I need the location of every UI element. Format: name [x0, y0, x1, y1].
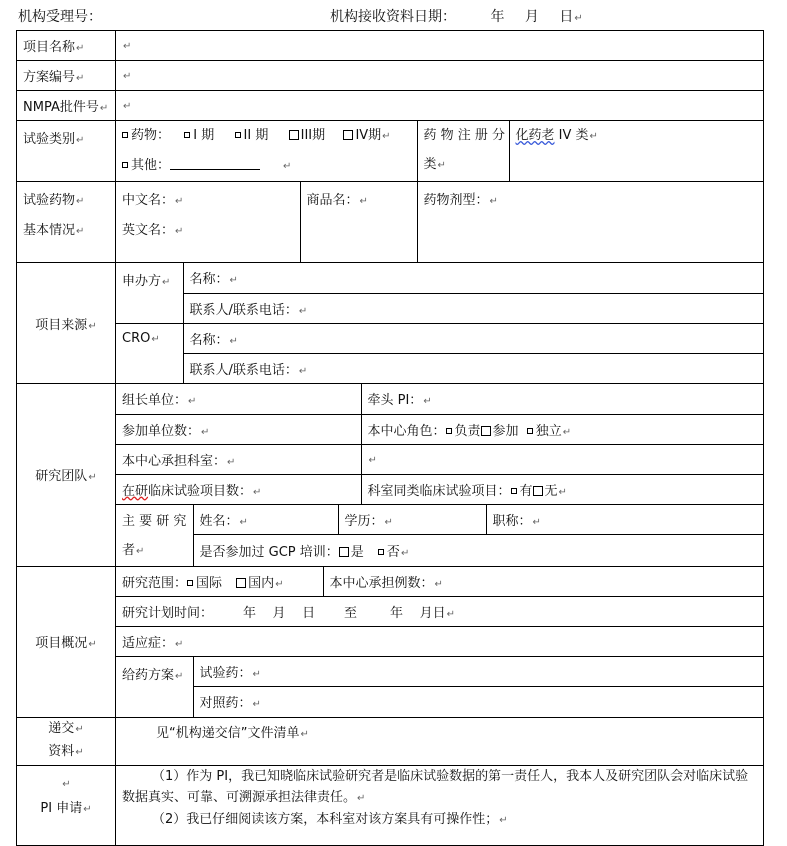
investigator-education-field[interactable]: 学历：↵: [338, 504, 486, 535]
scope-international-checkbox[interactable]: 国际: [187, 576, 222, 591]
sponsor-contact-field[interactable]: 联系人/联系电话：↵: [183, 293, 763, 323]
phase-1-checkbox[interactable]: I 期: [184, 128, 214, 143]
cro-label: CRO↵: [116, 323, 183, 383]
project-source-cell: [116, 263, 764, 384]
drug-info-cell: 中文名：↵ 英文名：↵ 商品名：↵ 药物剂型：↵: [116, 182, 764, 263]
receipt-number-label: 机构受理号：: [18, 9, 102, 25]
date-year: 年: [490, 9, 505, 25]
pi-declaration-paragraph-1: （1）作为 PI，我已知晓临床试验研究者是临床试验数据的第一责任人，我本人及研究团队会对临床试验数据真实、可靠、可溯源承担法律责任。↵: [122, 768, 749, 805]
registration-class-value[interactable]: 化药老 IV 类↵: [509, 121, 763, 181]
cro-name-field[interactable]: 名称：↵: [183, 323, 763, 353]
gcp-yes-checkbox[interactable]: 是: [339, 545, 364, 560]
role-lead-checkbox[interactable]: 负责: [446, 424, 481, 439]
sponsor-name-field[interactable]: 名称：↵: [183, 263, 763, 293]
test-drug-field[interactable]: 试验药：↵: [193, 657, 763, 687]
investigator-name-field[interactable]: 姓名：↵: [193, 504, 338, 535]
role-participate-checkbox[interactable]: 参加: [481, 424, 519, 439]
lead-unit-field[interactable]: 组长单位：↵: [122, 393, 197, 409]
submission-label: 递交↵ 资料↵: [17, 717, 116, 765]
trade-name-field[interactable]: 商品名：↵: [300, 182, 417, 262]
similar-trials-field: 科室同类临床试验项目： 有 无↵: [361, 474, 763, 504]
dosage-form-field[interactable]: 药物剂型：↵: [417, 182, 763, 262]
control-drug-field[interactable]: 对照药：↵: [193, 687, 763, 717]
investigator-title-field[interactable]: 职称：↵: [486, 504, 763, 535]
registration-class-label: 药 物 注 册 分 类↵: [417, 121, 509, 181]
trial-type-cell: 药物： I 期 II 期 III期 IV期↵ 其他： ↵ 药 物 注 册 分 类↵ 化药老 IV 类↵: [116, 121, 764, 182]
pi-declaration-paragraph-2: （2）我已仔细阅读该方案，本科室对该方案具有可操作性；↵: [152, 811, 508, 827]
research-plan-time-field[interactable]: 研究计划时间： 年 月 日 至 年 月日↵: [116, 597, 763, 627]
scope-domestic-checkbox[interactable]: 国内: [236, 576, 274, 591]
pi-application-label: ↵ PI 申请↵: [17, 765, 116, 845]
trial-type-label: 试验类别↵: [17, 121, 116, 182]
similar-no-checkbox[interactable]: 无: [533, 484, 558, 499]
role-independent-checkbox[interactable]: 独立: [527, 424, 562, 439]
receipt-date-line: 机构接收资料日期： 年 月 日↵: [330, 9, 583, 25]
chinese-name-field[interactable]: 中文名：: [122, 193, 175, 208]
nmpa-approval-field[interactable]: ↵: [116, 91, 764, 121]
lead-pi-field[interactable]: 牵头 PI：↵: [361, 384, 763, 414]
project-name-field[interactable]: ↵: [116, 31, 764, 61]
project-overview-cell: [116, 566, 764, 717]
project-source-label: 项目来源↵: [17, 263, 116, 384]
research-team-label: 研究团队↵: [17, 384, 116, 567]
gcp-training-field: 是否参加过 GCP 培训： 是 否↵: [193, 535, 763, 566]
case-count-field[interactable]: 本中心承担例数：↵: [323, 567, 763, 597]
submission-note: 见“机构递交信”文件清单↵: [116, 717, 764, 765]
indication-field[interactable]: 适应症：↵: [116, 627, 763, 657]
date-day: 日: [559, 9, 574, 25]
nmpa-approval-label: NMPA批件号↵: [17, 91, 116, 121]
drug-info-label: 试验药物↵ 基本情况↵: [17, 182, 116, 263]
phase-4-checkbox[interactable]: IV期: [343, 128, 381, 143]
project-overview-label: 项目概况↵: [17, 566, 116, 717]
drug-checkbox[interactable]: 药物：: [122, 128, 170, 143]
department-value-field[interactable]: ↵: [361, 444, 763, 474]
center-role-field: 本中心角色： 负责 参加 独立↵: [361, 414, 763, 444]
protocol-number-field[interactable]: ↵: [116, 61, 764, 91]
pi-declaration-text: [116, 765, 764, 845]
project-name-label: 项目名称↵: [17, 31, 116, 61]
main-investigator-label: 主 要 研 究 者↵: [116, 504, 193, 566]
other-checkbox[interactable]: 其他：: [122, 158, 170, 173]
phase-2-checkbox[interactable]: II 期: [235, 128, 269, 143]
ongoing-trials-field[interactable]: 在研临床试验项目数：↵: [116, 474, 361, 504]
protocol-number-label: 方案编号↵: [17, 61, 116, 91]
dosing-plan-label: 给药方案↵: [116, 657, 193, 717]
date-month: 月: [524, 9, 539, 25]
other-underline-field[interactable]: [170, 157, 260, 170]
cro-contact-field[interactable]: 联系人/联系电话：↵: [183, 353, 763, 383]
english-name-field[interactable]: 英文名：: [122, 223, 175, 238]
gcp-no-checkbox[interactable]: 否: [378, 545, 400, 560]
project-registration-form: [16, 30, 764, 846]
research-scope-field: 研究范围： 国际 国内↵: [122, 575, 284, 591]
similar-yes-checkbox[interactable]: 有: [511, 484, 533, 499]
site-count-field[interactable]: 参加单位数：↵: [116, 414, 361, 444]
phase-3-checkbox[interactable]: III期: [289, 128, 326, 143]
department-field[interactable]: 本中心承担科室：↵: [116, 444, 361, 474]
sponsor-label: 申办方↵: [122, 274, 171, 289]
research-team-cell: [116, 384, 764, 567]
